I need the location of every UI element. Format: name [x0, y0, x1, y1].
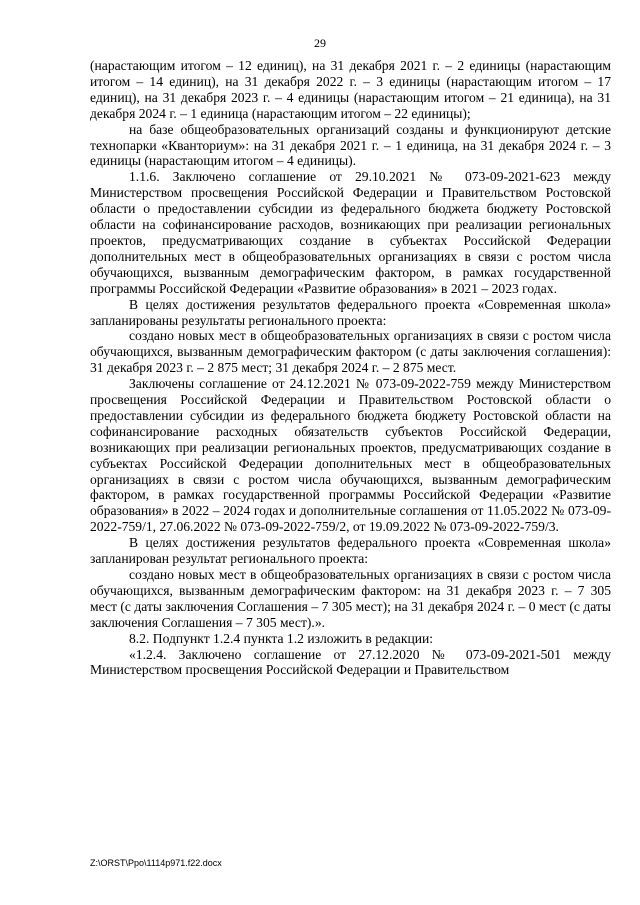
document-body: [90, 58, 611, 678]
paragraph: Заключены соглашение от 24.12.2021 № 073-09-2022-759 между Министерством просвещения Российской Федерации и Правительством Ростовской области о предоставлении субсидии из федерального бюджета бюджету Ростовской области на софинансирование расходных обязательств субъектов Российской Федерации, возникающих при реализации региональных проектов, предусматривающих создание в субъектах Российской Федерации дополнительных мест в общеобразовательных организациях в связи с ростом числа обучающихся, вызванным демографическим фактором, в рамках государственной программы Российской Федерации «Развитие образования» в 2022 – 2024 годах и дополнительные соглашения от 11.05.2022 № 073-09-2022-759/1, 27.06.2022 № 073-09-2022-759/2, от 19.09.2022 № 073-09-2022-759/3.: [90, 376, 611, 535]
paragraph: «1.2.4. Заключено соглашение от 27.12.2020 № 073-09-2021-501 между Министерством просвещения Российской Федерации и Правительством: [90, 646, 611, 678]
paragraph: на базе общеобразовательных организаций созданы и функционируют детские технопарки «Кванториум»: на 31 декабря 2021 г. – 1 единица, на 31 декабря 2024 г. – 3 единицы (нарастающим итогом – 4 единицы).: [90, 121, 611, 169]
paragraph: создано новых мест в общеобразовательных организациях в связи с ростом числа обучающихся, вызванным демографическим фактором (с даты заключения соглашения): 31 декабря 2023 г. – 2 875 мест; 31 декабря 2024 г. – 2 875 мест.: [90, 328, 611, 376]
page-number: 29: [314, 36, 326, 50]
paragraph: создано новых мест в общеобразовательных организациях в связи с ростом числа обучающихся, вызванным демографическим фактором: на 31 декабря 2023 г. – 7 305 мест (с даты заключения Соглашения – 7 305 мест); на 31 декабря 2024 г. – 0 мест (с даты заключения Соглашения – 7 305 мест).».: [90, 567, 611, 630]
paragraph: 1.1.6. Заключено соглашение от 29.10.2021 № 073-09-2021-623 между Министерством просвещения Российской Федерации и Правительством Ростовской области о предоставлении субсидии из федерального бюджета бюджету Ростовской области на софинансирование расходов, возникающих при реализации региональных проектов, предусматривающих создание в субъектах Российской Федерации дополнительных мест в общеобразовательных организациях в связи с ростом числа обучающихся, вызванным демографическим фактором, в рамках государственной программы Российской Федерации «Развитие образования» в 2021 – 2023 годах.: [90, 169, 611, 296]
paragraph: 8.2. Подпункт 1.2.4 пункта 1.2 изложить в редакции:: [129, 630, 434, 646]
paragraph: (нарастающим итогом – 12 единиц), на 31 декабря 2021 г. – 2 единицы (нарастающим итогом – 14 единиц), на 31 декабря 2022 г. – 3 единицы (нарастающим итогом – 17 единиц), на 31 декабря 2023 г. – 4 единицы (нарастающим итогом – 21 единица), на 31 декабря 2024 г. – 1 единица (нарастающим итогом – 22 единицы);: [90, 58, 611, 121]
footer-file-path: Z:\ORST\Ppo\1114p971.f22.docx: [90, 858, 222, 868]
paragraph: В целях достижения результатов федерального проекта «Современная школа» запланированы результаты регионального проекта:: [90, 296, 611, 328]
paragraph: В целях достижения результатов федерального проекта «Современная школа» запланирован результат регионального проекта:: [90, 535, 611, 567]
